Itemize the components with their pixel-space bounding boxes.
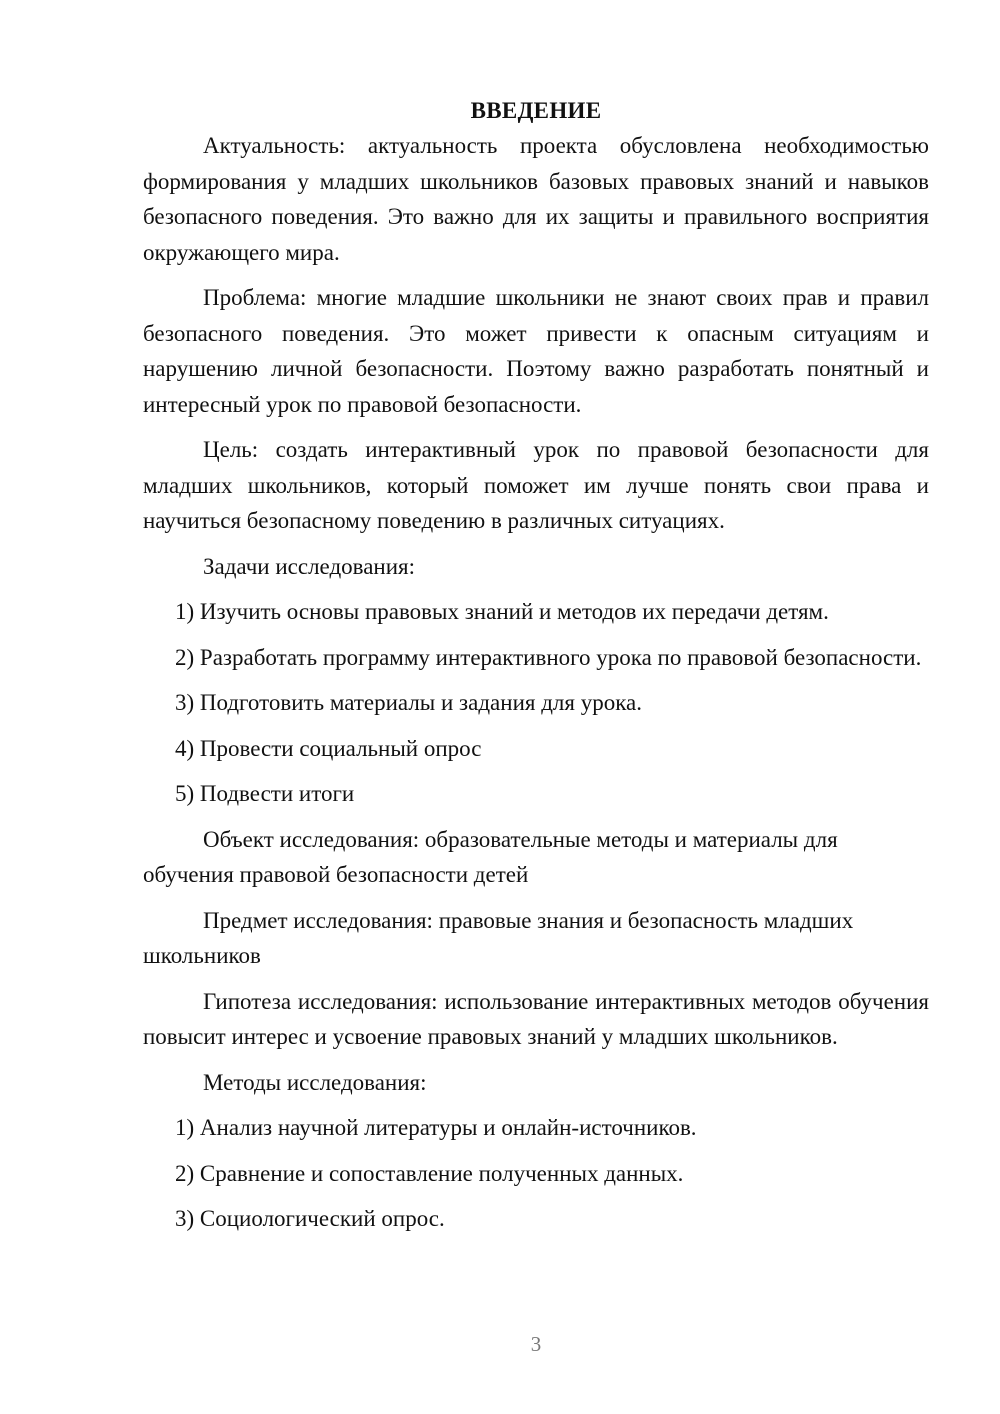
paragraph-relevance: Актуальность: актуальность проекта обусловлена необходимостью формирования у младших школьников базовых правовых знаний и навыков безопасного поведения. Это важно для их защиты и правильного восприятия окружающего мира.: [143, 133, 929, 265]
paragraph-subject: Предмет исследования: правовые знания и безопасность младших школьников: [143, 907, 854, 968]
task-item-1: 1) Изучить основы правовых знаний и методов их передачи детям.: [175, 599, 829, 624]
paragraph-object: Объект исследования: образовательные методы и материалы для обучения правовой безопасности детей: [143, 826, 838, 887]
method-item-3: 3) Социологический опрос.: [175, 1206, 445, 1231]
task-item-5: 5) Подвести итоги: [175, 781, 355, 806]
task-item-3: 3) Подготовить материалы и задания для урока.: [175, 690, 642, 715]
page-number: 3: [530, 1332, 542, 1356]
method-item-1: 1) Анализ научной литературы и онлайн-источников.: [175, 1115, 697, 1140]
method-item-2: 2) Сравнение и сопоставление полученных данных.: [175, 1160, 684, 1186]
task-item-2: 2) Разработать программу интерактивного урока по правовой безопасности.: [175, 644, 922, 670]
task-item-4: 4) Провести социальный опрос: [175, 735, 482, 761]
page-content: [143, 93, 929, 1247]
paragraph-goal: Цель: создать интерактивный урок по правовой безопасности для младших школьников, который поможет им лучше понять свои права и научиться безопасному поведению в различных ситуациях.: [143, 437, 929, 533]
methods-heading: Методы исследования:: [203, 1069, 427, 1095]
tasks-heading: Задачи исследования:: [203, 553, 416, 579]
paragraph-problem: Проблема: многие младшие школьники не знают своих прав и правил безопасного поведения. Это может привести к опасным ситуациям и нарушению личной безопасности. Поэтому важно разработать понятный и интересный урок по правовой безопасности.: [143, 285, 929, 417]
page-title: ВВЕДЕНИЕ: [470, 98, 602, 123]
paragraph-hypothesis: Гипотеза исследования: использование интерактивных методов обучения повысит интерес и усвоение правовых знаний у младших школьников.: [143, 988, 929, 1049]
